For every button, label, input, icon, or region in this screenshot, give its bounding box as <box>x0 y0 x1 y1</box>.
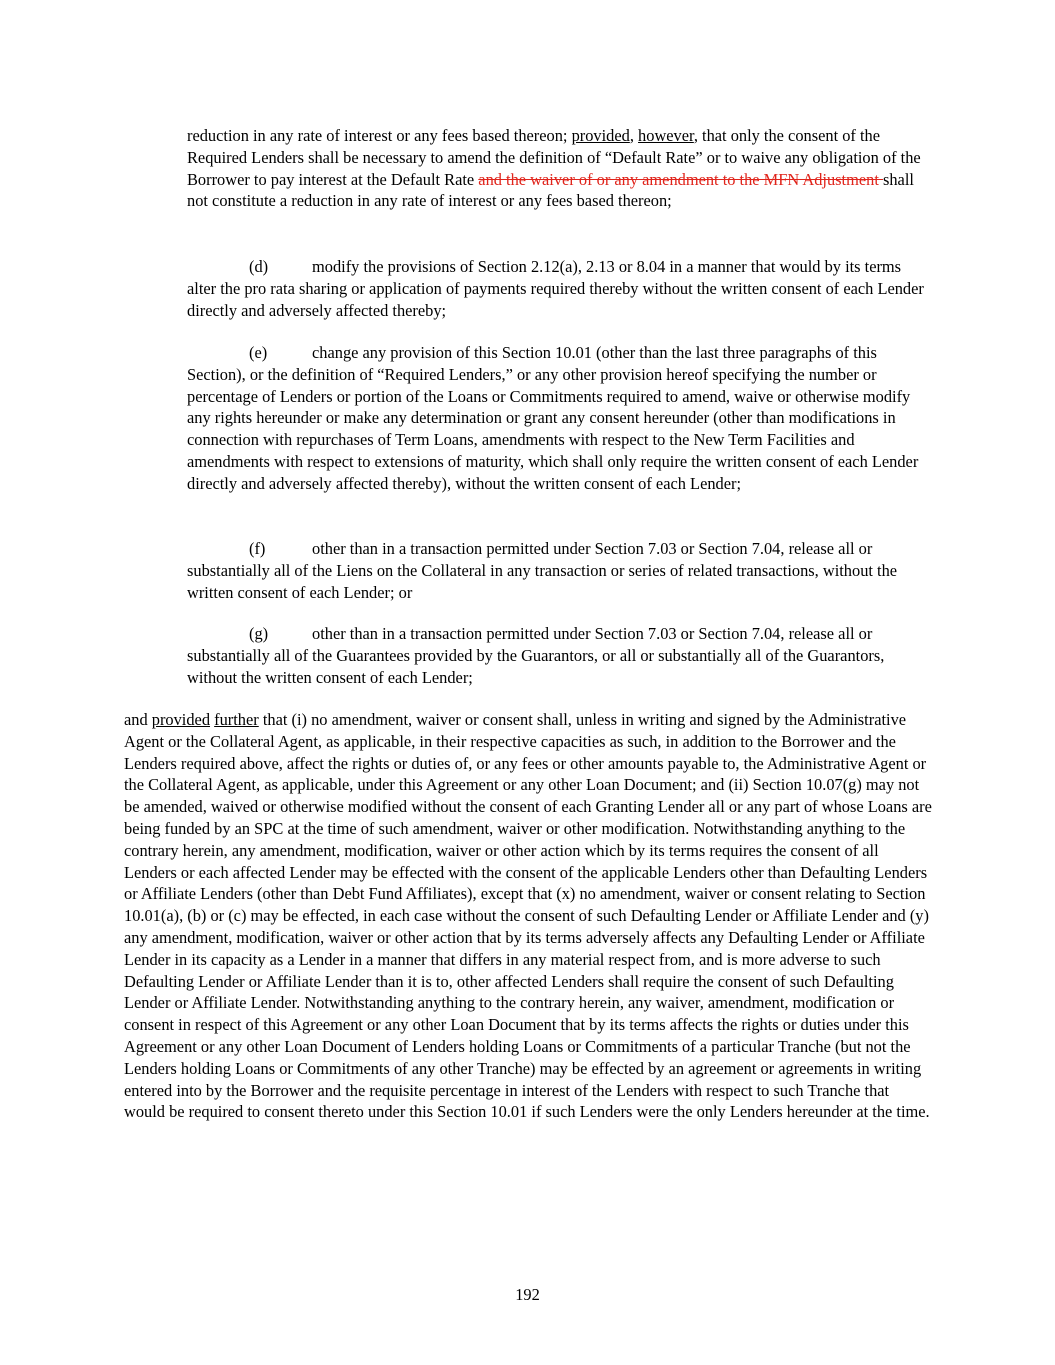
paragraph-g <box>187 623 932 688</box>
paragraph-e <box>187 342 932 495</box>
underlined-term-provided: provided <box>571 126 630 145</box>
underlined-term-however: however <box>638 126 694 145</box>
text-segment: reduction in any rate of interest or any fees based thereon; <box>187 126 572 145</box>
text-segment: and <box>124 710 152 729</box>
paragraph-d <box>187 256 932 321</box>
text-segment: shall not constitute a reduction in any rate of interest or any fees based thereon; <box>187 169 914 211</box>
clause-text-d: modify the provisions of Section 2.12(a), 2.13 or 8.04 in a manner that would by its terms alter the pro rata sharing or application of payments required thereby without the written consent of each Lender directly and adversely affected thereby; <box>187 257 924 320</box>
text-segment: , <box>629 126 639 145</box>
paragraph-f <box>187 538 932 603</box>
clause-label-e: (e) <box>249 343 268 362</box>
text-segment: , that only the consent of the Required Lenders shall be necessary to amend the definition of “Default Rate” or to waive any obligation of the Borrower to pay interest at the Default Rate <box>187 126 921 189</box>
clause-text-e: change any provision of this Section 10.01 (other than the last three paragraphs of this Section), or the definition of “Required Lenders,” or any other provision hereof specifying the number or percentage of Lenders or portion of the Loans or Commitments required to amend, waive or otherwise modify any rights hereunder or make any determination or grant any consent hereunder (other than modifications in connection with repurchases of Term Loans, amendments with respect to the New Term Facilities and amendments with respect to extensions of maturity, which shall only require the written consent of each Lender directly and adversely affected thereby), without the written consent of each Lender; <box>187 343 919 493</box>
paragraph-provided-further <box>124 709 934 1123</box>
clause-text-g: other than in a transaction permitted under Section 7.03 or Section 7.04, release all or substantially all of the Guarantees provided by the Guarantors, or all or substantially all of the Guarantors, without the written consent of each Lender; <box>187 624 885 687</box>
clause-label-f: (f) <box>249 539 266 558</box>
underlined-term-provided: provided <box>151 710 211 729</box>
clause-label-d: (d) <box>249 257 269 276</box>
paragraph-c-continuation <box>187 125 932 212</box>
deleted-text-redline: and the waiver of or any amendment to the MFN Adjustment <box>478 169 883 189</box>
page-number: 192 <box>515 1285 540 1304</box>
text-segment: that (i) no amendment, waiver or consent shall, unless in writing and signed by the Administrative Agent or the Collateral Agent, as applicable, in their respective capacities as such, in addition to the Borrower and the Lenders required above, affect the rights or duties of, or any fees or other amounts payable to, the Administrative Agent or the Collateral Agent, as applicable, under this Agreement or any other Loan Document; and (ii) Section 10.07(g) may not be amended, waived or otherwise modified without the consent of each Granting Lender all or any part of whose Loans are being funded by an SPC at the time of such amendment, waiver or other modification. Notwithstanding anything to the contrary herein, any amendment, modification, waiver or other action which by its terms requires the consent of all Lenders or each affected Lender may be effected with the consent of the applicable Lenders other than Defaulting Lenders or Affiliate Lenders (other than Debt Fund Affiliates), except that (x) no amendment, waiver or consent relating to Section 10.01(a), (b) or (c) may be effected, in each case without the consent of such Defaulting Lender or Affiliate Lender and (y) any amendment, modification, waiver or other action that by its terms adversely affects any Defaulting Lender or Affiliate Lender in its capacity as a Lender in a manner that differs in any material respect from, and is more adverse to such Defaulting Lender or Affiliate Lender than it is to, other affected Lenders shall require the consent of such Defaulting Lender or Affiliate Lender. Notwithstanding anything to the contrary herein, any waiver, amendment, modification or consent in respect of this Agreement or any other Loan Document that by its terms affects the rights or duties under this Agreement or any other Loan Document of Lenders holding Loans or Commitments of a particular Tranche (but not the Lenders holding Loans or Commitments of any other Tranche) may be effected by an agreement or agreements in writing entered into by the Borrower and the requisite percentage in interest of the Lenders with respect to such Tranche that would be required to consent thereto under this Section 10.01 if such Lenders were the only Lenders hereunder at the time. <box>124 710 932 1122</box>
clause-label-g: (g) <box>249 624 269 643</box>
underlined-term-further: further <box>214 710 259 729</box>
clause-text-f: other than in a transaction permitted under Section 7.03 or Section 7.04, release all or substantially all of the Liens on the Collateral in any transaction or series of related transactions, without the written consent of each Lender; or <box>187 539 898 602</box>
